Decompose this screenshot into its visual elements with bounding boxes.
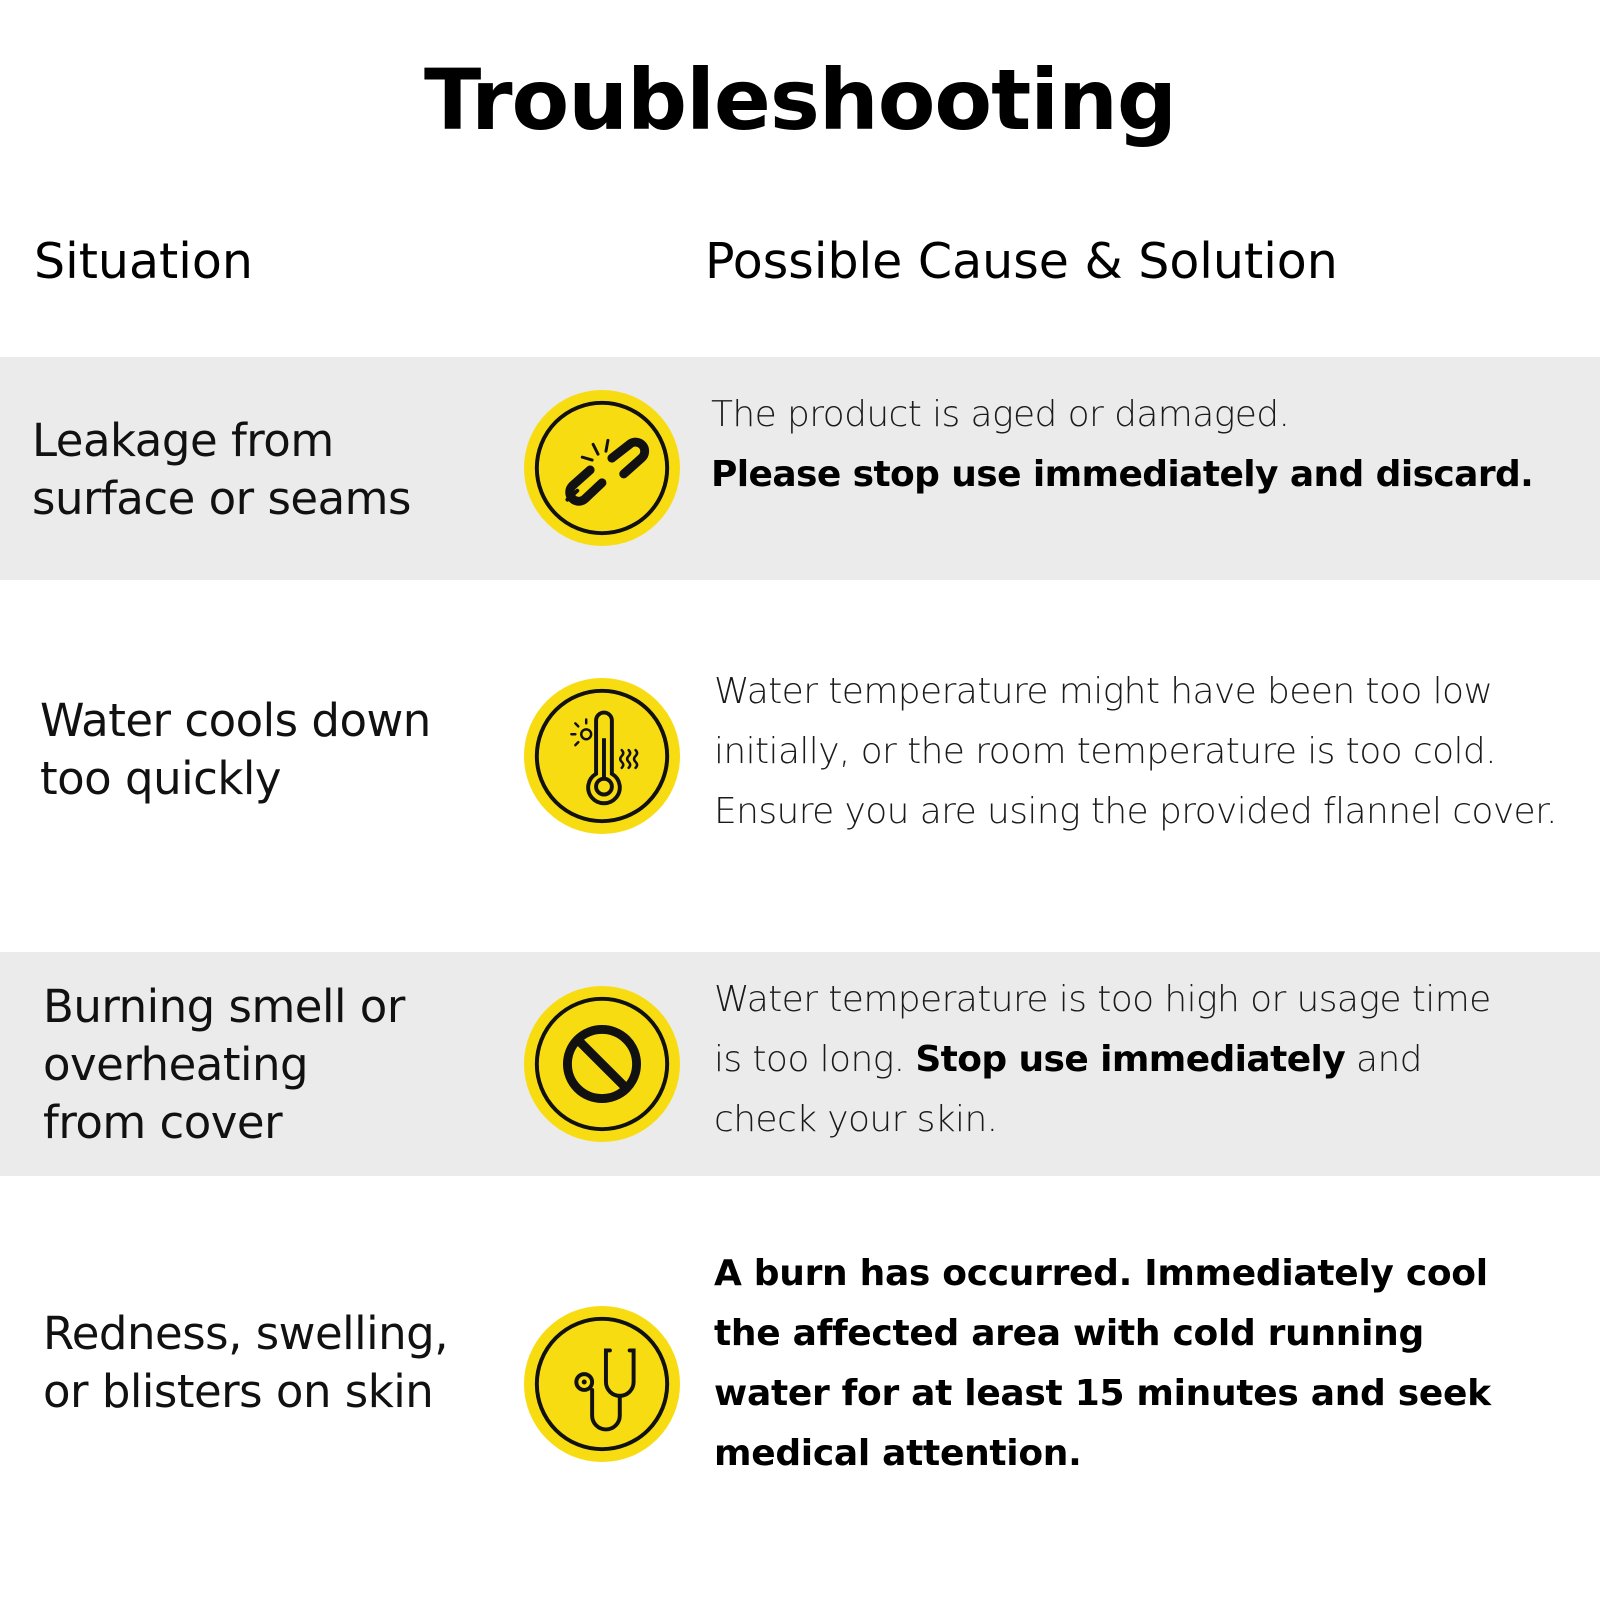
cause-column-header: Possible Cause & Solution xyxy=(705,233,1338,290)
stethoscope-icon xyxy=(523,1305,681,1463)
troubleshooting-row-burn xyxy=(0,1176,1600,1600)
solution-line: Ensure you are using the provided flannel cover. xyxy=(714,791,1557,832)
situation-line: too quickly xyxy=(40,752,282,805)
solution-line: Water temperature is too high or usage time xyxy=(714,979,1491,1020)
prohibited-icon xyxy=(523,985,681,1143)
situation-text xyxy=(43,978,405,1152)
emphasis-text: Stop use immediately xyxy=(915,1039,1346,1080)
situation-line: overheating xyxy=(43,1038,309,1091)
solution-text xyxy=(714,970,1491,1150)
situation-line: Burning smell or xyxy=(43,980,405,1033)
solution-line: The product is aged or damaged. xyxy=(711,394,1290,435)
situation-text xyxy=(40,692,431,808)
plain-text: is too long. xyxy=(714,1039,916,1080)
situation-line: surface or seams xyxy=(32,472,411,525)
troubleshooting-row-cooling xyxy=(0,580,1600,952)
plain-text: and xyxy=(1345,1039,1422,1080)
solution-line: Water temperature might have been too low xyxy=(714,671,1493,712)
troubleshooting-row-leakage xyxy=(0,357,1600,580)
troubleshooting-row-overheating xyxy=(0,952,1600,1176)
situation-line: or blisters on skin xyxy=(43,1365,434,1418)
broken-chain-icon xyxy=(523,389,681,547)
solution-line xyxy=(714,1030,1491,1090)
page-title: Troubleshooting xyxy=(424,51,1176,149)
emphasis-text: Please stop use immediately and discard. xyxy=(711,454,1534,495)
solution-text xyxy=(714,1244,1491,1484)
solution-line xyxy=(711,445,1533,505)
situation-line: Water cools down xyxy=(40,694,431,747)
thermometer-icon xyxy=(523,677,681,835)
situation-column-header: Situation xyxy=(34,233,253,290)
solution-line: water for at least 15 minutes and seek xyxy=(714,1373,1491,1414)
situation-line: Leakage from xyxy=(32,414,334,467)
solution-text xyxy=(714,662,1557,842)
solution-line: initially, or the room temperature is too cold. xyxy=(714,731,1497,772)
situation-text xyxy=(32,412,411,528)
situation-line: from cover xyxy=(43,1096,283,1149)
solution-line: medical attention. xyxy=(714,1433,1082,1474)
solution-text xyxy=(711,385,1533,505)
situation-text xyxy=(43,1305,448,1421)
solution-line: the affected area with cold running xyxy=(714,1313,1424,1354)
solution-line: check your skin. xyxy=(714,1099,998,1140)
solution-line: A burn has occurred. Immediately cool xyxy=(714,1253,1488,1294)
situation-line: Redness, swelling, xyxy=(43,1307,449,1360)
